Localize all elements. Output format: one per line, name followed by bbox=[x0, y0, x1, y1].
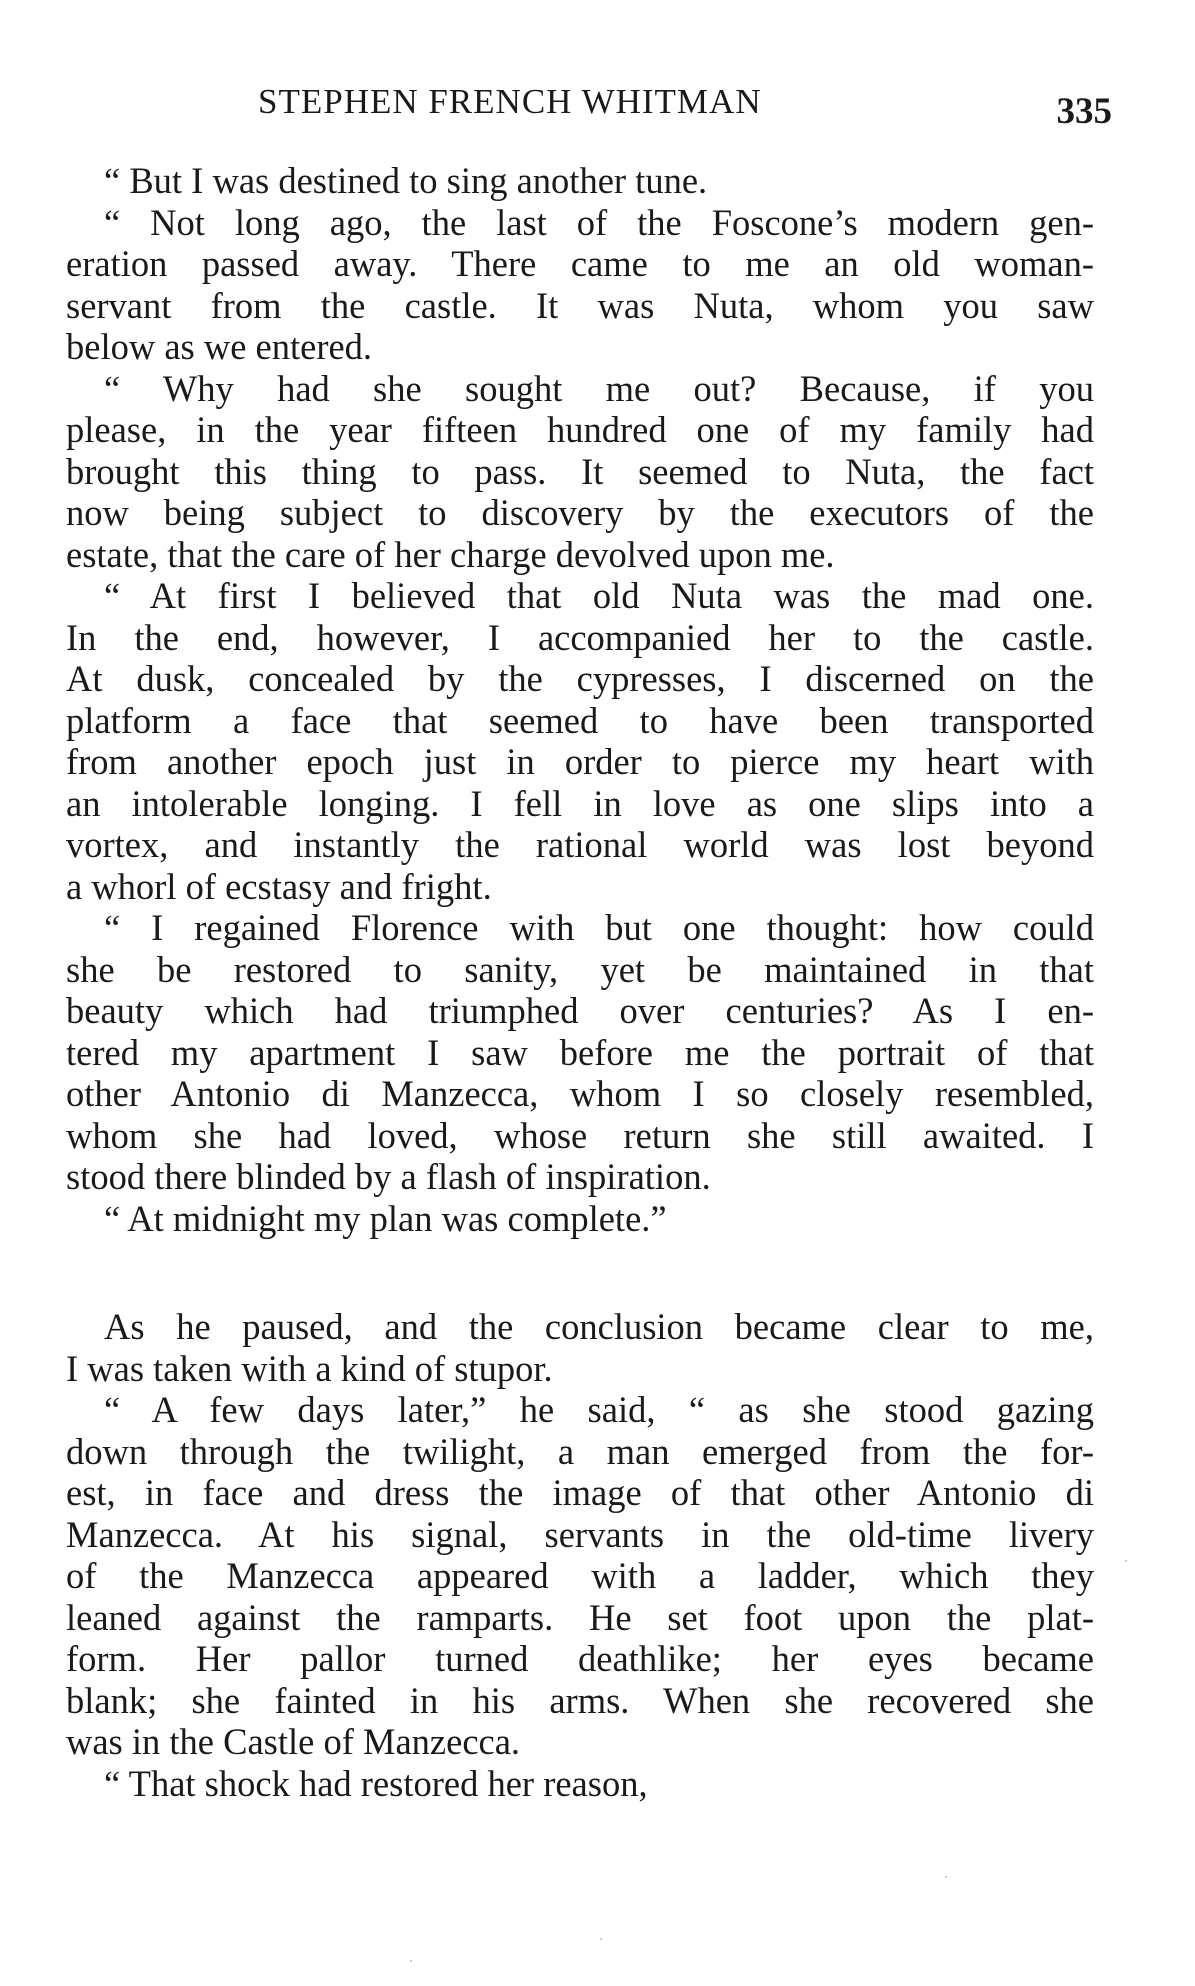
paper-speck bbox=[410, 1960, 412, 1962]
text-line: an intolerable longing. I fell in love as one slips into a bbox=[66, 782, 1094, 824]
text-line: brought this thing to pass. It seemed to Nuta, the fact bbox=[66, 450, 1094, 492]
text-line: please, in the year fifteen hundred one of my family had bbox=[66, 409, 1094, 450]
text-line: a whorl of ecstasy and fright. bbox=[66, 865, 492, 907]
paper-speck bbox=[945, 1876, 947, 1878]
paper-speck bbox=[1125, 1560, 1127, 1562]
text-line: In the end, however, I accompanied her to the castle. bbox=[66, 616, 1094, 658]
text-line: other Antonio di Manzecca, whom I so closely resembled, bbox=[66, 1073, 1094, 1114]
text-line: from another epoch just in order to pierce my heart with bbox=[66, 741, 1094, 782]
body-text bbox=[66, 160, 1094, 1804]
running-head-title: STEPHEN FRENCH WHITMAN bbox=[258, 82, 762, 121]
section-break bbox=[66, 1239, 1094, 1306]
text-line: “ I regained Florence with but one thought: how could bbox=[104, 907, 1094, 948]
text-line: At dusk, concealed by the cypresses, I discerned on the bbox=[66, 658, 1094, 699]
text-line: stood there blinded by a flash of inspiration. bbox=[66, 1156, 711, 1197]
text-line: tered my apartment I saw before me the portrait of that bbox=[66, 1031, 1094, 1073]
text-line: leaned against the ramparts. He set foot upon the plat- bbox=[66, 1596, 1094, 1638]
text-line: I was taken with a kind of stupor. bbox=[66, 1347, 553, 1389]
text-line: of the Manzecca appeared with a ladder, which they bbox=[66, 1555, 1094, 1596]
text-line: blank; she fainted in his arms. When she recovered she bbox=[66, 1679, 1094, 1721]
text-line: whom she had loved, whose return she still awaited. I bbox=[66, 1114, 1094, 1156]
text-line: “ But I was destined to sing another tune. bbox=[104, 160, 708, 201]
text-line: form. Her pallor turned deathlike; her eyes became bbox=[66, 1638, 1094, 1679]
text-line: “ Not long ago, the last of the Foscone’s modern gen- bbox=[104, 201, 1094, 243]
text-line: “ A few days later,” he said, “ as she stood gazing bbox=[104, 1389, 1094, 1430]
text-line: servant from the castle. It was Nuta, whom you saw bbox=[66, 284, 1094, 326]
text-line: “ At first I believed that old Nuta was the mad one. bbox=[104, 575, 1094, 616]
text-line: “ That shock had restored her reason, bbox=[104, 1762, 648, 1804]
text-line: “ At midnight my plan was complete.” bbox=[104, 1197, 667, 1239]
text-line: down through the twilight, a man emerged from the for- bbox=[66, 1430, 1094, 1472]
page-number: 335 bbox=[1056, 91, 1112, 132]
paper-speck bbox=[600, 1938, 602, 1940]
text-line: vortex, and instantly the rational world was lost beyond bbox=[66, 824, 1094, 865]
text-line: below as we entered. bbox=[66, 326, 373, 367]
text-line: est, in face and dress the image of that other Antonio di bbox=[66, 1472, 1094, 1513]
text-line: was in the Castle of Manzecca. bbox=[66, 1721, 521, 1762]
text-line: now being subject to discovery by the executors of the bbox=[66, 492, 1094, 533]
text-line: As he paused, and the conclusion became clear to me, bbox=[104, 1306, 1094, 1347]
text-line: “ Why had she sought me out? Because, if you bbox=[104, 367, 1094, 409]
text-line: platform a face that seemed to have been transported bbox=[66, 699, 1094, 741]
text-line: she be restored to sanity, yet be maintained in that bbox=[66, 948, 1094, 990]
text-line: eration passed away. There came to me an old woman- bbox=[66, 243, 1094, 284]
text-line: beauty which had triumphed over centuries? As I en- bbox=[66, 990, 1094, 1031]
text-line: estate, that the care of her charge devolved upon me. bbox=[66, 533, 835, 575]
text-line: Manzecca. At his signal, servants in the old-time livery bbox=[66, 1513, 1094, 1555]
